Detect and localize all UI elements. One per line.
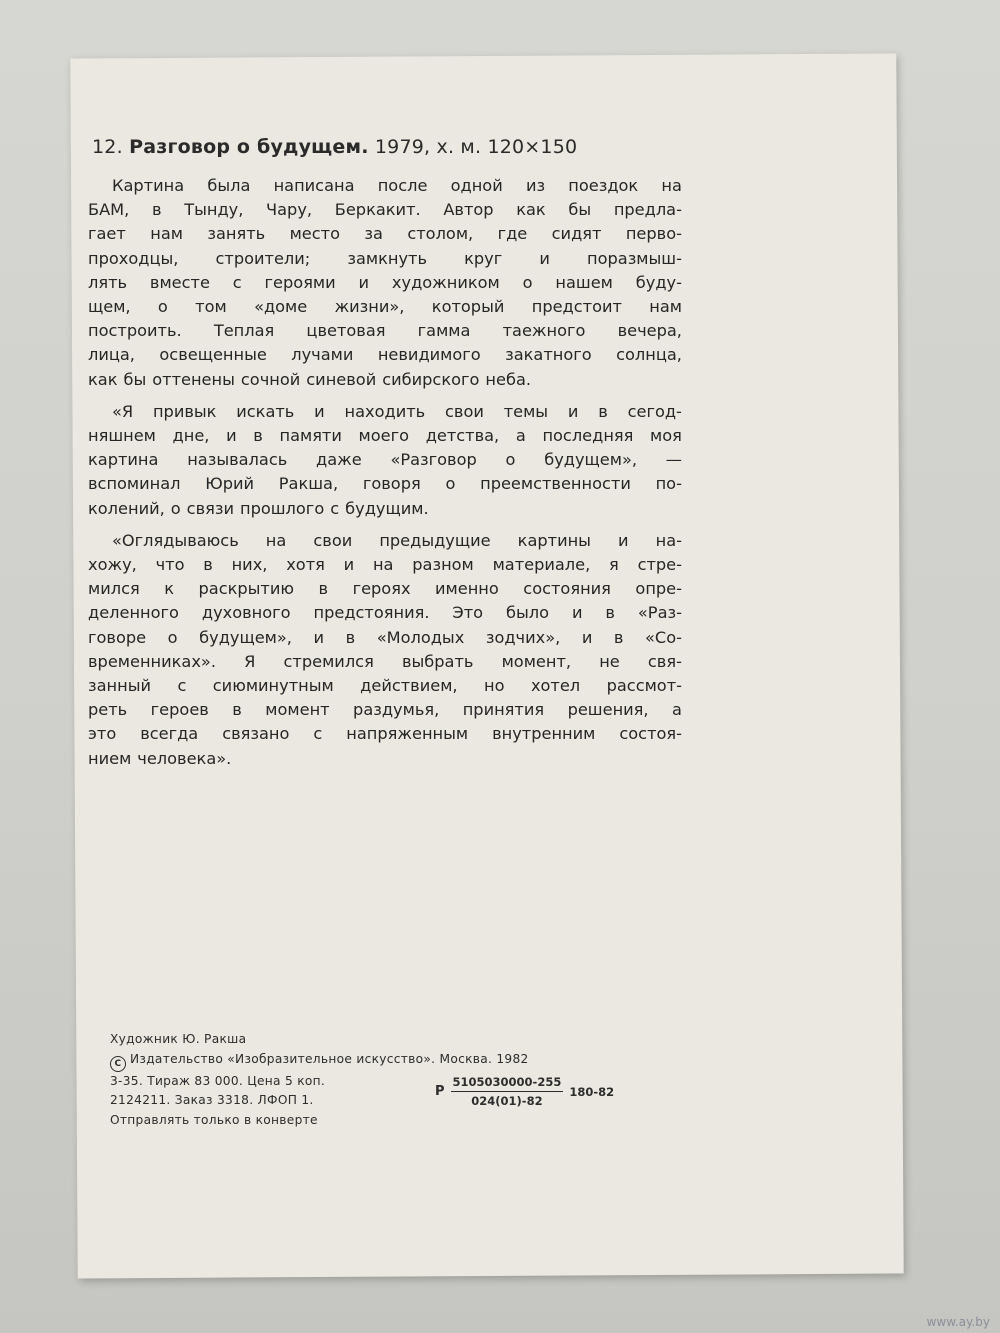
artwork-meta: 1979, х. м. 120×150: [374, 136, 578, 158]
artwork-title: Разговор о будущем.: [129, 136, 369, 158]
catalog-code: [435, 1075, 614, 1108]
text-line: нием человека».: [88, 748, 232, 768]
mailing-note: Отправлять только в конверте: [110, 1112, 318, 1127]
text-line: мился к раскрытию в героях именно состояния опре-: [88, 579, 682, 599]
text-line: как бы оттенены сочной синевой сибирского неба.: [88, 369, 532, 389]
text-line: щем, о том «доме жизни», который предстоит нам: [88, 297, 682, 317]
text-line: построить. Теплая цветовая гамма таежного вечера,: [88, 321, 682, 341]
code-suffix: 180-82: [569, 1084, 615, 1099]
artwork-number: 12.: [92, 136, 123, 158]
paragraph: [88, 400, 682, 521]
text-line: «Я привык искать и находить свои темы и в сегод-: [112, 401, 682, 421]
print-run-line: 3-35. Тираж 83 000. Цена 5 коп.: [110, 1073, 326, 1088]
code-prefix: Р: [435, 1084, 445, 1099]
paragraph: [88, 174, 682, 392]
text-line: временниках». Я стремился выбрать момент, не свя-: [88, 651, 682, 671]
text-line: деленного духовного предстояния. Это было и в «Раз-: [88, 603, 682, 623]
text-line: занный с сиюминутным действием, но хотел рассмот-: [88, 676, 682, 696]
text-line: няшнем дне, и в памяти моего детства, а последняя моя: [88, 426, 682, 446]
text-line: лять вместе с героями и художником о нашем буду-: [88, 272, 682, 292]
watermark: www.ay.by: [926, 1315, 990, 1329]
text-line: гает нам занять место за столом, где сидят перво-: [88, 224, 682, 244]
text-line: реть героев в момент раздумья, принятия решения, а: [88, 700, 682, 720]
publisher-text: Издательство «Изобразительное искусство». Москва. 1982: [130, 1051, 529, 1066]
artwork-heading: [92, 136, 577, 158]
text-line: «Оглядываюсь на свои предыдущие картины и на-: [112, 530, 682, 550]
text-line: проходцы, строители; замкнуть круг и поразмыш-: [88, 248, 682, 268]
copyright-icon: C: [110, 1056, 126, 1072]
text-line: Картина была написана после одной из поездок на: [112, 176, 682, 195]
text-line: говоре о будущем», и в «Молодых зодчих», и в «Со-: [88, 627, 682, 647]
order-line: 2124211. Заказ 3318. ЛФОП 1.: [110, 1093, 314, 1107]
text-line: картина называлась даже «Разговор о будущем», —: [88, 450, 682, 470]
text-line: колений, о связи прошлого с будущим.: [88, 498, 429, 518]
paragraph: [88, 529, 682, 771]
text-line: лица, освещенные лучами невидимого закатного солнца,: [88, 345, 682, 365]
artist-credit: Художник Ю. Ракша: [110, 1032, 247, 1046]
text-line: хожу, что в них, хотя и на разном материале, я стре-: [88, 555, 682, 575]
code-numerator: 5105030000-255: [451, 1075, 564, 1092]
code-denominator: 024(01)-82: [471, 1094, 543, 1108]
description-text: [88, 174, 682, 779]
text-line: это всегда связано с напряженным внутренним состоя-: [88, 724, 682, 744]
code-fraction: [451, 1075, 564, 1108]
text-line: БАМ, в Тынду, Чару, Беркакит. Автор как бы предла-: [88, 200, 682, 220]
text-line: вспоминал Юрий Ракша, говоря о преемственности по-: [88, 474, 682, 494]
publisher-line: [110, 1050, 670, 1072]
